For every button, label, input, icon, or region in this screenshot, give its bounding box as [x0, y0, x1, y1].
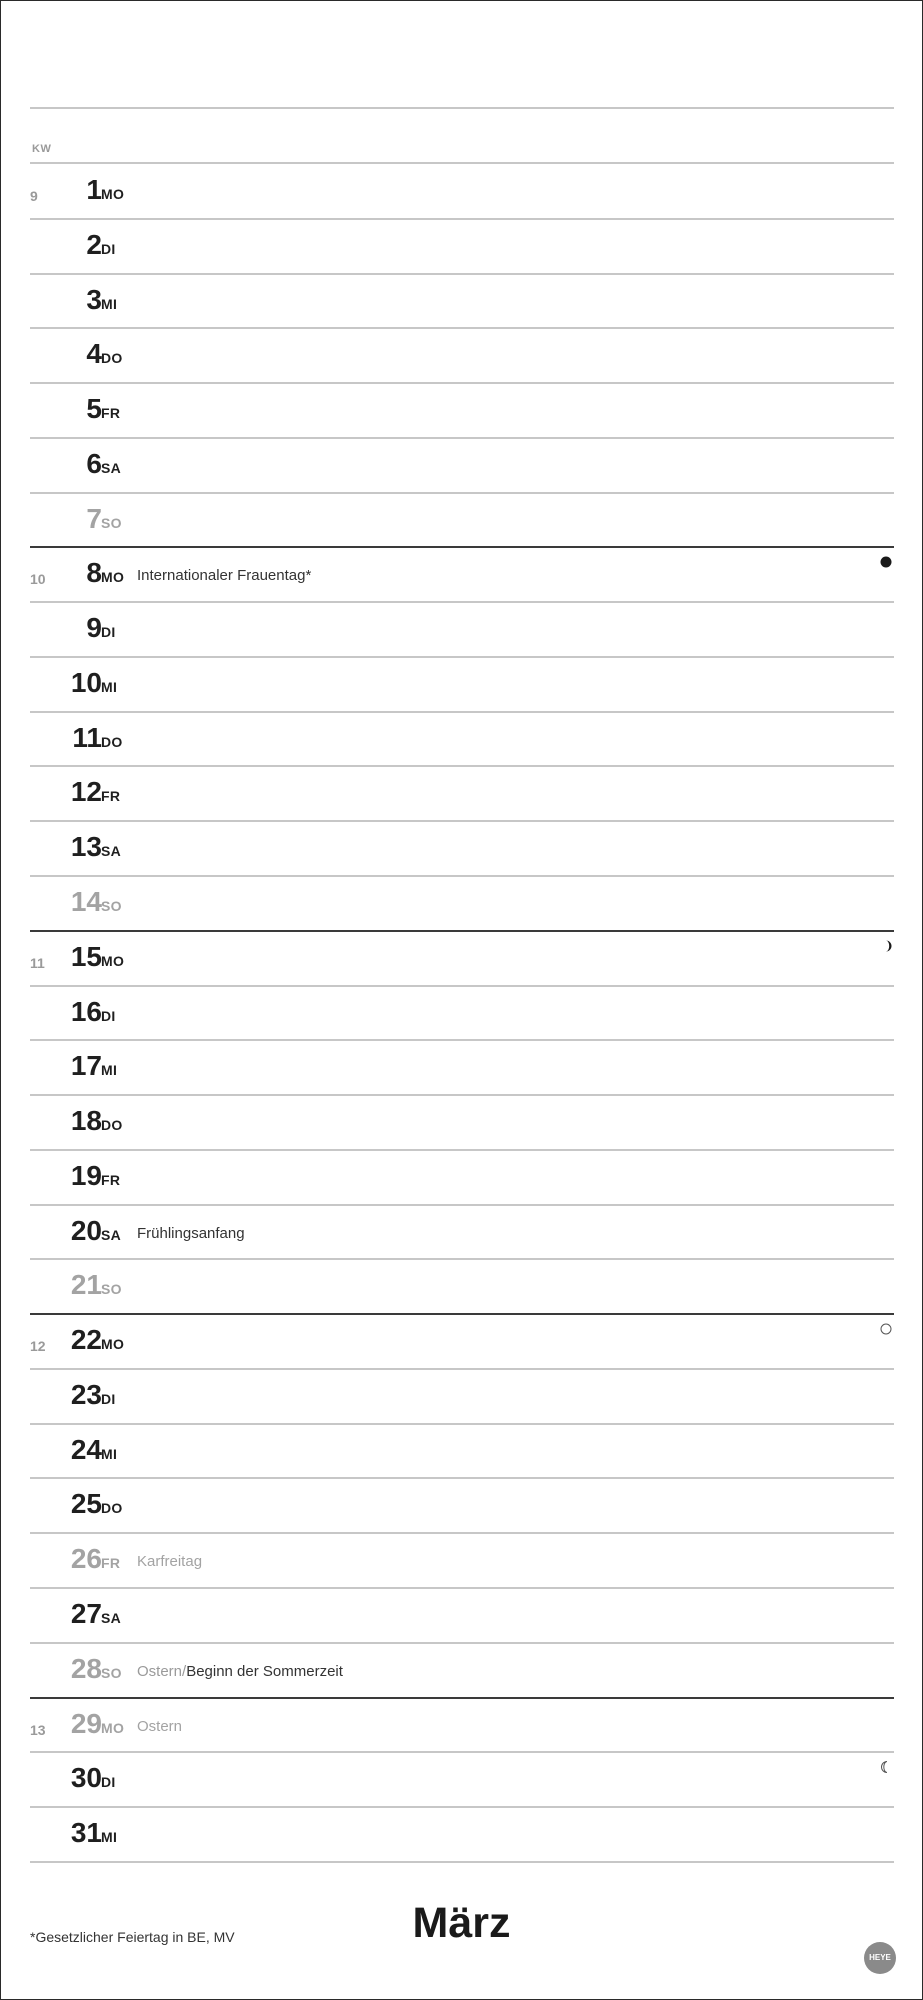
day-row — [30, 712, 894, 766]
day-number: 9 — [86, 612, 102, 644]
weekday: FR — [101, 1555, 121, 1572]
weekday: MI — [101, 1829, 118, 1846]
weekday: MI — [101, 1445, 118, 1462]
weekday: SA — [101, 843, 122, 860]
day-number: 8 — [86, 557, 102, 589]
weekday: MO — [101, 1336, 125, 1353]
day-row — [30, 1150, 894, 1204]
weekday: SO — [101, 1281, 122, 1298]
day-row — [30, 1205, 894, 1259]
weekday: MO — [101, 186, 125, 202]
day-event — [137, 1663, 343, 1680]
day-row — [30, 602, 894, 656]
weekday: DI — [101, 240, 116, 257]
weekday: SO — [101, 514, 122, 531]
day-row — [30, 1040, 894, 1094]
day-number: 19 — [70, 1159, 102, 1191]
day-number: 20 — [70, 1214, 102, 1246]
day-row — [30, 438, 894, 492]
day-number: 27 — [70, 1598, 102, 1630]
day-row — [30, 164, 894, 218]
day-row — [30, 657, 894, 711]
day-number: 16 — [70, 995, 102, 1027]
weekday: MO — [101, 569, 125, 586]
day-row — [30, 328, 894, 382]
day-number: 14 — [70, 886, 102, 917]
month-title: März — [412, 1899, 511, 1947]
week-number: 9 — [30, 188, 38, 204]
day-number: 23 — [70, 1378, 102, 1410]
day-row — [30, 821, 894, 875]
day-row — [30, 219, 894, 273]
day-number: 30 — [70, 1762, 102, 1794]
day-number: 13 — [70, 831, 102, 863]
day-number: 12 — [70, 776, 102, 808]
day-number: 15 — [70, 940, 102, 972]
day-event: Frühlingsanfang — [137, 1224, 245, 1242]
weekday: SO — [101, 1664, 122, 1681]
top-rule — [30, 107, 894, 109]
weekday: SA — [101, 1610, 122, 1627]
weekday: SA — [101, 459, 122, 476]
day-row — [30, 1314, 894, 1368]
day-row — [30, 1369, 894, 1423]
day-row — [30, 1259, 894, 1313]
day-number: 28 — [70, 1652, 102, 1684]
weekday: DI — [101, 1007, 116, 1024]
day-number: 24 — [70, 1433, 102, 1465]
weekday: MO — [101, 952, 125, 969]
day-number: 18 — [70, 1105, 102, 1137]
day-row — [30, 274, 894, 328]
day-number: 6 — [86, 447, 102, 479]
day-row — [30, 986, 894, 1040]
day-number: 5 — [86, 393, 102, 425]
day-row — [30, 1807, 894, 1861]
day-number: 31 — [70, 1817, 102, 1849]
week-number: 12 — [30, 1338, 46, 1355]
day-event: Karfreitag — [137, 1553, 203, 1571]
day-event: Internationaler Frauentag* — [137, 567, 312, 585]
day-divider — [30, 1861, 894, 1863]
event-holiday-muted: Ostern/ — [137, 1662, 187, 1680]
weekday: DI — [101, 1390, 116, 1407]
weekday: MI — [101, 1062, 118, 1079]
weekday: DI — [101, 1774, 116, 1791]
day-number: 7 — [86, 502, 102, 534]
weekday: MI — [101, 295, 118, 312]
weekday: DO — [101, 350, 123, 367]
weekday: FR — [101, 405, 121, 422]
day-row — [30, 547, 894, 601]
day-row — [30, 1424, 894, 1478]
week-number: 11 — [30, 954, 45, 971]
kw-header: KW — [32, 143, 52, 155]
day-row — [30, 1643, 894, 1697]
day-row — [30, 1588, 894, 1642]
day-row — [30, 876, 894, 930]
day-row — [30, 1752, 894, 1806]
day-number: 1 — [86, 174, 102, 205]
day-number: 11 — [72, 721, 102, 753]
weekday: DO — [101, 1117, 123, 1134]
week-number: 13 — [30, 1721, 46, 1738]
day-number: 29 — [70, 1707, 102, 1739]
weekday: FR — [101, 1171, 121, 1188]
weekday: MO — [101, 1719, 125, 1736]
week-number: 10 — [30, 571, 46, 588]
day-number: 22 — [70, 1324, 102, 1356]
new-moon-icon — [878, 554, 894, 570]
day-number: 26 — [70, 1543, 102, 1575]
weekday: DO — [101, 1500, 123, 1517]
day-number: 10 — [70, 666, 102, 698]
heye-logo: HEYE — [864, 1942, 896, 1974]
weekday: SO — [101, 898, 122, 914]
day-row — [30, 1533, 894, 1587]
day-number: 3 — [86, 283, 102, 315]
day-row — [30, 1698, 894, 1752]
day-row — [30, 1095, 894, 1149]
weekday: SA — [101, 1226, 122, 1243]
full-moon-icon — [878, 1321, 894, 1337]
day-event: Ostern — [137, 1717, 183, 1735]
footnote: *Gesetzlicher Feiertag in BE, MV — [30, 1929, 235, 1945]
day-number: 21 — [70, 1269, 102, 1301]
event-text: Beginn der Sommerzeit — [186, 1662, 343, 1680]
weekday: MI — [101, 678, 118, 695]
day-row — [30, 383, 894, 437]
day-row — [30, 931, 894, 985]
day-number: 4 — [86, 338, 102, 370]
day-row — [30, 766, 894, 820]
first-quarter-moon-icon — [878, 938, 894, 954]
day-row — [30, 493, 894, 547]
last-quarter-moon-icon — [878, 1759, 894, 1775]
day-number: 17 — [70, 1050, 102, 1082]
day-number: 25 — [70, 1488, 102, 1520]
weekday: DI — [101, 624, 116, 641]
day-row — [30, 1478, 894, 1532]
weekday: DO — [101, 733, 123, 750]
day-number: 2 — [86, 228, 102, 260]
weekday: FR — [101, 788, 121, 805]
